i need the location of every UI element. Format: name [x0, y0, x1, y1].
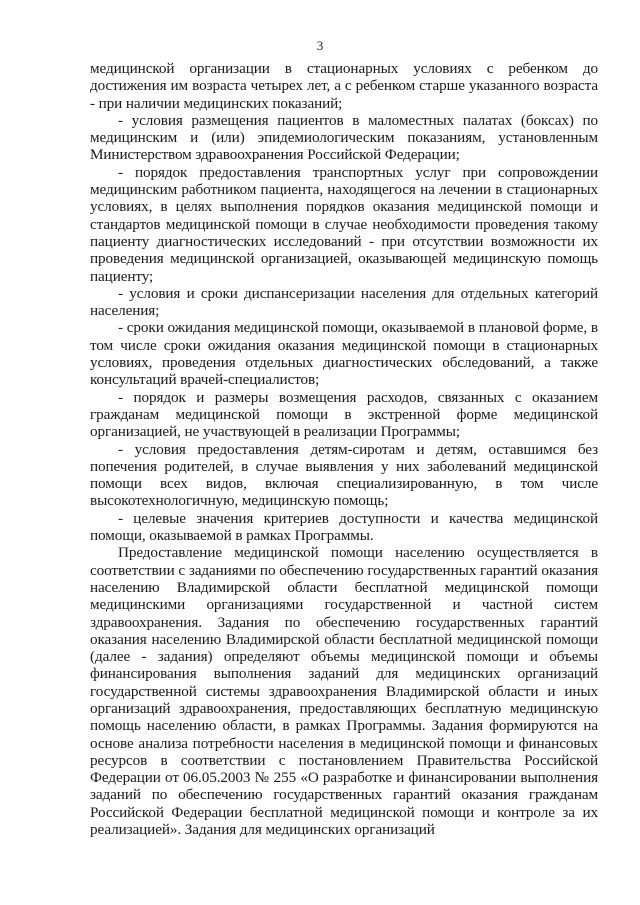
list-item-waiting-times: - сроки ожидания медицинской помощи, оказываемой в плановой форме, в том числе сроки ожидания оказания медицинской помощи в стационарных условиях, проведения отдельных диагностических обследований, а также консультаций врачей-специалистов;	[90, 319, 598, 389]
list-item-orphans-care: - условия предоставления детям-сиротам и детям, оставшимся без попечения родителей, в случае выявления у них заболеваний медицинской помощи всех видов, включая специализированную, в том числе высокотехнологичную, медицинскую помощь;	[90, 440, 598, 510]
list-item-dispensarization: - условия и сроки диспансеризации населения для отдельных категорий населения;	[90, 284, 598, 320]
page-number: 3	[316, 38, 324, 53]
paragraph-continuation: медицинской организации в стационарных условиях с ребенком до достижения им возраста четырех лет, а с ребенком старше указанного возраста - при наличии медицинских показаний;	[90, 60, 598, 112]
paragraph-assignments: Предоставление медицинской помощи населению осуществляется в соответствии с заданиями по обеспечению государственных гарантий оказания населению Владимирской области бесплатной медицинской помощи медицинскими организациями государственной и частной систем здравоохранения. Задания по обеспечению государственных гарантий оказания населению Владимирской области бесплатной медицинской помощи (далее - задания) определяют объемы медицинской помощи и объемы финансирования выполнения заданий для медицинских организаций государственной системы здравоохранения Владимирской области и иных организаций здравоохранения, предоставляющих бесплатную медицинскую помощь населению области, в рамках Программы. Задания формируются на основе анализа потребности населения в медицинской помощи и финансовых ресурсов в соответствии с постановлением Правительства Российской Федерации от 06.05.2003 № 255 «О разработке и финансировании выполнения заданий по обеспечению государственных гарантий оказания гражданам Российской Федерации бесплатной медицинской помощи и контроле за их реализацией». Задания для медицинских организаций	[90, 544, 598, 839]
list-item-reimbursement: - порядок и размеры возмещения расходов, связанных с оказанием гражданам медицинской помощи в экстренной форме медицинской организацией, не участвующей в реализации Программы;	[90, 388, 598, 441]
list-item-transport-services: - порядок предоставления транспортных услуг при сопровождении медицинским работником пациента, находящегося на лечении в стационарных условиях, в целях выполнения порядков оказания медицинской помощи и стандартов медицинской помощи в случае необходимости проведения такому пациенту диагностических исследований - при отсутствии возможности их проведения медицинской организацией, оказывающей медицинскую помощь пациенту;	[90, 163, 598, 285]
list-item-isolation-wards: - условия размещения пациентов в маломестных палатах (боксах) по медицинским и (или) эпидемиологическим показаниям, установленным Министерством здравоохранения Российской Федерации;	[90, 111, 598, 164]
document-body	[90, 60, 598, 838]
list-item-target-criteria: - целевые значения критериев доступности и качества медицинской помощи, оказываемой в рамках Программы.	[90, 509, 598, 545]
